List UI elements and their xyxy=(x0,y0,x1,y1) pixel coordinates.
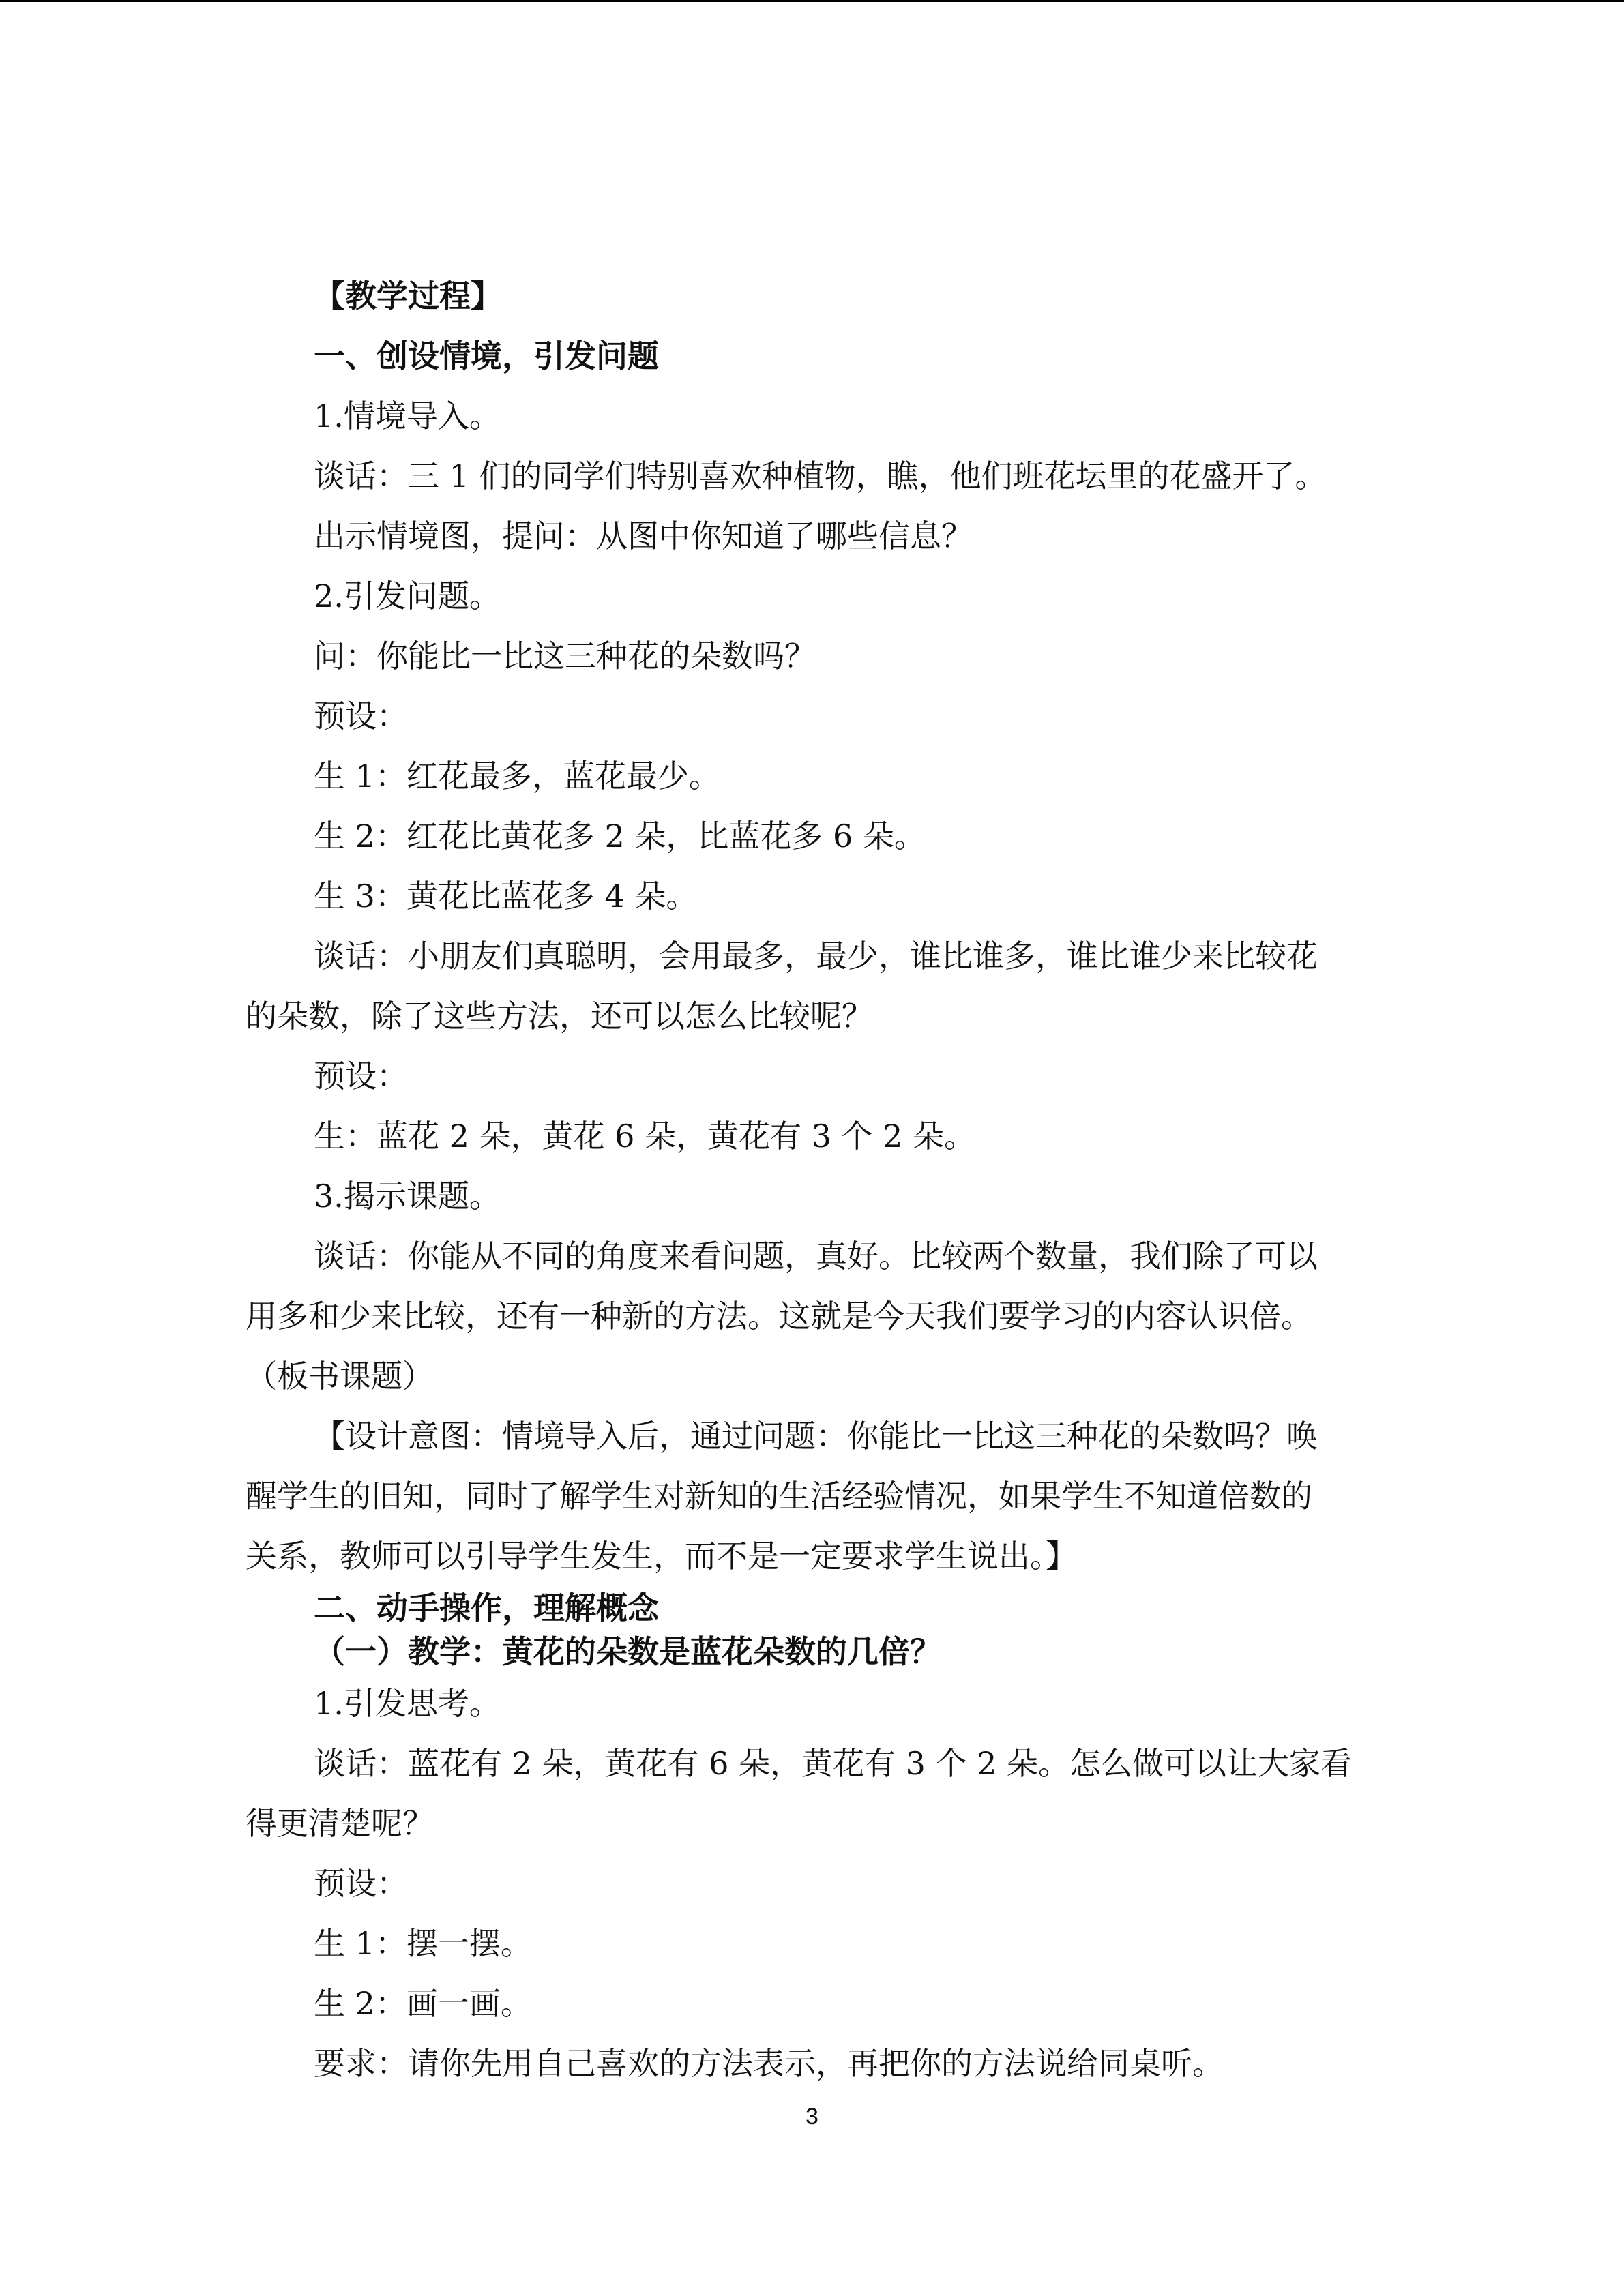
paragraph-line: 谈话：你能从不同的角度来看问题，真好。比较两个数量，我们除了可以 xyxy=(314,1238,1318,1274)
paragraph-continuation: 关系，教师可以引导学生发生，而不是一定要求学生说出。】 xyxy=(246,1538,1077,1575)
paragraph-line: 问：你能比一比这三种花的朵数吗？ xyxy=(314,638,816,674)
page-top-border xyxy=(0,0,1624,2)
paragraph-line: 谈话：小朋友们真聪明，会用最多，最少，谁比谁多，谁比谁少来比较花 xyxy=(314,938,1318,974)
paragraph-line: 3.揭示课题。 xyxy=(314,1178,501,1214)
paragraph-line: 生 2：画一画。 xyxy=(314,1985,532,2022)
paragraph-line: 1.引发思考。 xyxy=(314,1685,501,1722)
paragraph-line: 预设： xyxy=(314,1865,408,1902)
paragraph-line: 出示情境图，提问：从图中你知道了哪些信息？ xyxy=(314,518,973,554)
paragraph-line: 预设： xyxy=(314,1058,408,1094)
paragraph-line: 生 1：红花最多，蓝花最少。 xyxy=(314,758,720,794)
paragraph-line: 生 2：红花比黄花多 2 朵，比蓝花多 6 朵。 xyxy=(314,818,926,854)
paragraph-continuation: 的朵数，除了这些方法，还可以怎么比较呢？ xyxy=(246,998,873,1034)
document-page xyxy=(246,266,1364,2093)
section-heading: 二、动手操作，理解概念 xyxy=(314,1590,659,1626)
section-heading: 一、创设情境，引发问题 xyxy=(314,338,659,374)
paragraph-line: 生：蓝花 2 朵，黄花 6 朵，黄花有 3 个 2 朵。 xyxy=(314,1118,976,1154)
paragraph-line: 生 3：黄花比蓝花多 4 朵。 xyxy=(314,878,698,914)
paragraph-continuation: 得更清楚呢？ xyxy=(246,1805,434,1842)
paragraph-line: 谈话：蓝花有 2 朵，黄花有 6 朵，黄花有 3 个 2 朵。怎么做可以让大家看 xyxy=(314,1745,1353,1782)
paragraph-line: 2.引发问题。 xyxy=(314,578,501,614)
paragraph-continuation: （板书课题） xyxy=(246,1358,434,1395)
section-heading: （一）教学：黄花的朵数是蓝花朵数的几倍？ xyxy=(314,1633,941,1670)
section-heading: 【教学过程】 xyxy=(314,278,502,314)
paragraph-line: 1.情境导入。 xyxy=(314,398,501,434)
paragraph-line: 要求：请你先用自己喜欢的方法表示，再把你的方法说给同桌听。 xyxy=(314,2045,1224,2082)
page-number: 3 xyxy=(806,2104,818,2130)
paragraph-line: 生 1：摆一摆。 xyxy=(314,1925,532,1962)
paragraph-continuation: 用多和少来比较，还有一种新的方法。这就是今天我们要学习的内容认识倍。 xyxy=(246,1298,1312,1335)
paragraph-continuation: 醒学生的旧知，同时了解学生对新知的生活经验情况，如果学生不知道倍数的 xyxy=(246,1478,1312,1515)
paragraph-line: 【设计意图：情境导入后，通过问题：你能比一比这三种花的朵数吗？唤 xyxy=(314,1418,1318,1455)
paragraph-line: 谈话：三 1 们的同学们特别喜欢种植物，瞧，他们班花坛里的花盛开了。 xyxy=(314,458,1327,494)
paragraph-line: 预设： xyxy=(314,698,408,734)
